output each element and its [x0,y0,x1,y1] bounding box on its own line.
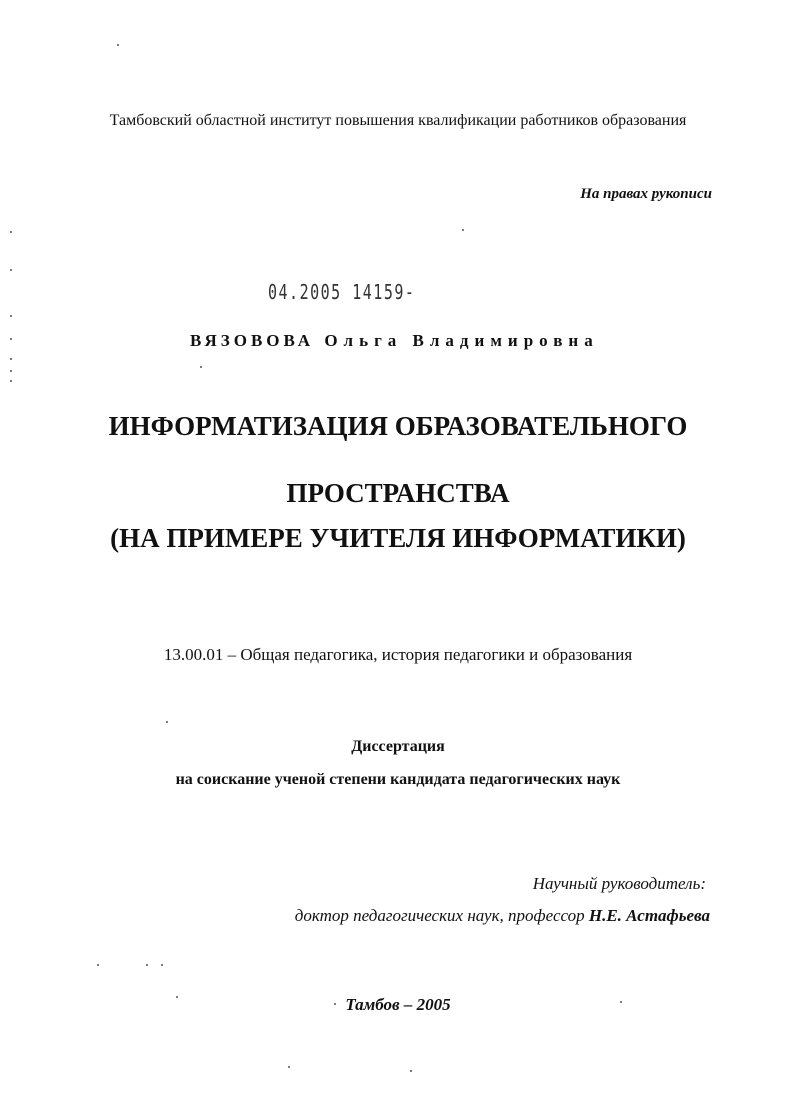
scan-speck [288,1066,290,1068]
dissertation-label: Диссертация [351,738,445,755]
scan-speck [10,358,12,360]
scan-speck [10,231,12,233]
scan-speck [10,338,12,340]
institute-name: Тамбовский областной институт повышения квалификации работников образования [109,112,687,129]
scan-speck [166,721,168,723]
scan-speck [97,964,99,966]
scan-speck [10,315,12,317]
scan-speck [10,370,12,372]
thesis-title-line-1: ИНФОРМАТИЗАЦИЯ ОБРАЗОВАТЕЛЬНОГО [108,411,688,441]
registration-code: 04.2005 14159- [268,280,416,304]
degree-statement: на соискание ученой степени кандидата педагогических наук [175,771,621,788]
scan-speck [10,380,12,382]
thesis-title-line-2: ПРОСТРАНСТВА [286,478,510,508]
advisor-info [295,906,710,926]
scan-speck [176,996,178,998]
advisor-label: Научный руководитель: [532,874,706,893]
advisor-title: доктор педагогических наук, профессор [294,906,589,925]
author-surname: ВЯЗОВОВА [190,331,315,350]
author-given-names: Ольга Владимировна [324,331,599,350]
scan-speck [10,269,12,271]
scan-speck [117,44,119,46]
scan-speck [410,1070,412,1072]
scan-speck [200,366,202,368]
thesis-title-line-3: (НА ПРИМЕРЕ УЧИТЕЛЯ ИНФОРМАТИКИ) [110,523,686,553]
advisor-name: Н.Е. Астафьева [588,906,710,925]
city-year: Тамбов – 2005 [345,995,451,1014]
scan-speck [462,229,464,231]
scan-speck [620,1001,622,1003]
manuscript-note: На правах рукописи [580,186,712,202]
scan-speck [161,964,163,966]
author-name [190,331,599,351]
scan-speck [146,964,148,966]
scan-speck [334,1003,336,1005]
specialty-code: 13.00.01 – Общая педагогика, история педагогики и образования [163,645,633,664]
